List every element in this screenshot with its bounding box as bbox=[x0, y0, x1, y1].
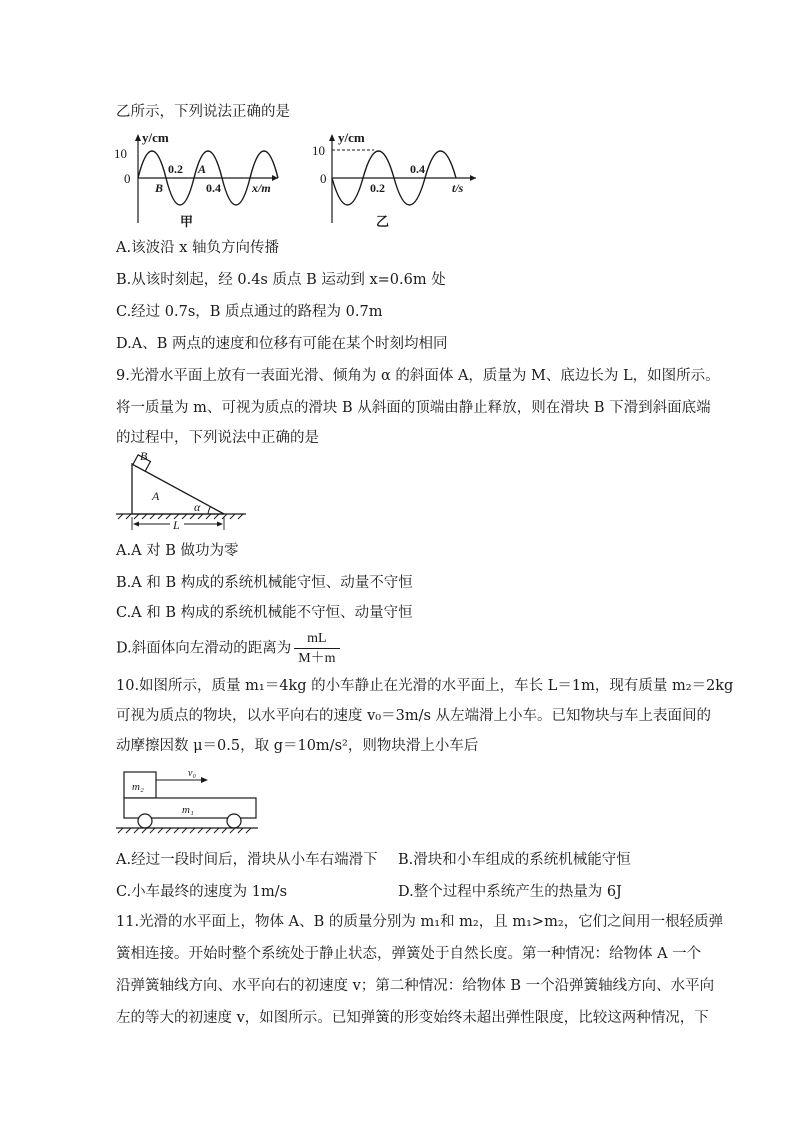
point-a-label: A bbox=[198, 162, 207, 176]
q10-option-d: D.整个过程中系统产生的热量为 6J bbox=[398, 884, 622, 900]
wedge-a bbox=[132, 464, 224, 514]
q8-stem: 乙所示，下列说法正确的是 bbox=[116, 104, 290, 120]
wedge-a-label: A bbox=[152, 489, 160, 503]
tick-0.4: 0.4 bbox=[410, 162, 425, 176]
x-axis-label: x/m bbox=[252, 181, 271, 195]
q8-option-d: D.A、B 两点的速度和位移有可能在某个时刻均相同 bbox=[116, 336, 448, 352]
origin-label: 0 bbox=[124, 171, 131, 186]
wheel-right bbox=[227, 814, 241, 828]
q11-stem-line-4: 左的等大的初速度 v，如图所示。已知弹簧的形变始终未超出弹性限度，比较这两种情况，下 bbox=[116, 1010, 709, 1026]
t-axis-arrow bbox=[470, 175, 476, 181]
y-axis-arrow bbox=[329, 134, 335, 141]
block-b-label: B bbox=[140, 449, 148, 463]
q10-stem-line-1: 10.如图所示，质量 m₁＝4kg 的小车静止在光滑的水平面上，车长 L＝1m，现有质量 m₂＝2kg bbox=[116, 678, 734, 694]
q9-stem-line-2: 将一质量为 m、可视为质点的滑块 B 从斜面的顶端由静止释放，则在滑块 B 下滑到斜面底端 bbox=[116, 400, 711, 416]
amp-label: 10 bbox=[114, 146, 127, 161]
caption-yi: 乙 bbox=[376, 214, 390, 228]
caption-jia: 甲 bbox=[180, 214, 194, 228]
q9-option-b: B.A 和 B 构成的系统机械能守恒、动量不守恒 bbox=[116, 575, 413, 591]
dim-arrow-right bbox=[217, 522, 223, 527]
q11-stem-line-2: 簧相连接。开始时整个系统处于静止状态，弹簧处于自然长度。第一种情况：给物体 A 一个 bbox=[116, 946, 702, 962]
q9-option-a: A.A 对 B 做功为零 bbox=[116, 543, 239, 559]
fraction-numerator: mL bbox=[294, 630, 339, 649]
cart-figure bbox=[112, 764, 262, 836]
q8-option-a: A.该波沿 x 轴负方向传播 bbox=[116, 240, 279, 256]
q8-option-b: B.从该时刻起，经 0.4s 质点 B 运动到 x=0.6m 处 bbox=[116, 272, 446, 288]
velocity-arrowhead bbox=[201, 777, 208, 783]
block-m2-label: m₂ bbox=[132, 781, 144, 793]
incline-figure bbox=[112, 448, 252, 536]
q9-stem-line-1: 9.光滑水平面上放有一表面光滑、倾角为 α 的斜面体 A，质量为 M、底边长为 L，如图所示。 bbox=[116, 368, 720, 384]
cart-m1-label: m₁ bbox=[182, 804, 194, 816]
q9-option-d-text: D.斜面体向左滑动的距离为 bbox=[116, 640, 292, 657]
fraction bbox=[294, 630, 339, 667]
y-axis-arrow bbox=[135, 134, 141, 141]
q10-option-b: B.滑块和小车组成的系统机械能守恒 bbox=[398, 852, 631, 868]
amp-label: 10 bbox=[312, 143, 325, 158]
q10-option-c: C.小车最终的速度为 1m/s bbox=[116, 884, 288, 900]
angle-label: α bbox=[194, 500, 201, 514]
fraction-denominator: M＋m bbox=[298, 651, 336, 666]
t-axis-label: t/s bbox=[452, 181, 464, 195]
q9-stem-line-3: 的过程中，下列说法中正确的是 bbox=[116, 430, 319, 446]
tick-0.2: 0.2 bbox=[370, 181, 385, 195]
tick-0.2: 0.2 bbox=[168, 162, 183, 176]
q9-option-d bbox=[116, 630, 340, 667]
origin-label: 0 bbox=[320, 171, 327, 186]
q10-stem-line-2: 可视为质点的物块，以水平向右的速度 v₀＝3m/s 从左端滑上小车。已知物块与车上表面间的 bbox=[116, 708, 712, 724]
y-axis-label: y/cm bbox=[338, 130, 365, 145]
tick-0.4: 0.4 bbox=[206, 181, 221, 195]
q10-option-a: A.经过一段时间后，滑块从小车右端滑下 bbox=[116, 852, 378, 868]
length-label: L bbox=[173, 518, 180, 532]
q10-stem-line-3: 动摩擦因数 μ＝0.5，取 g＝10m/s²，则物块滑上小车后 bbox=[116, 738, 479, 754]
point-b-label: B bbox=[155, 181, 164, 195]
q8-option-c: C.经过 0.7s，B 质点通过的路程为 0.7m bbox=[116, 304, 383, 320]
dim-arrow-left bbox=[133, 522, 139, 527]
angle-arc bbox=[208, 507, 211, 514]
wheel-left bbox=[138, 814, 152, 828]
velocity-label: v₀ bbox=[188, 768, 196, 779]
q11-stem-line-1: 11.光滑的水平面上，物体 A、B 的质量分别为 m₁和 m₂，且 m₁>m₂，它们之间用一根轻质弹 bbox=[116, 914, 724, 930]
wave-graph-jia bbox=[110, 128, 290, 228]
ground-hatching bbox=[118, 828, 251, 833]
wave-graph-yi bbox=[310, 128, 490, 228]
y-axis-label: y/cm bbox=[142, 130, 169, 145]
q9-option-c: C.A 和 B 构成的系统机械能不守恒、动量守恒 bbox=[116, 605, 413, 621]
q11-stem-line-3: 沿弹簧轴线方向、水平向右的初速度 v；第二种情况：给物体 B 一个沿弹簧轴线方向、水平向 bbox=[116, 978, 715, 994]
